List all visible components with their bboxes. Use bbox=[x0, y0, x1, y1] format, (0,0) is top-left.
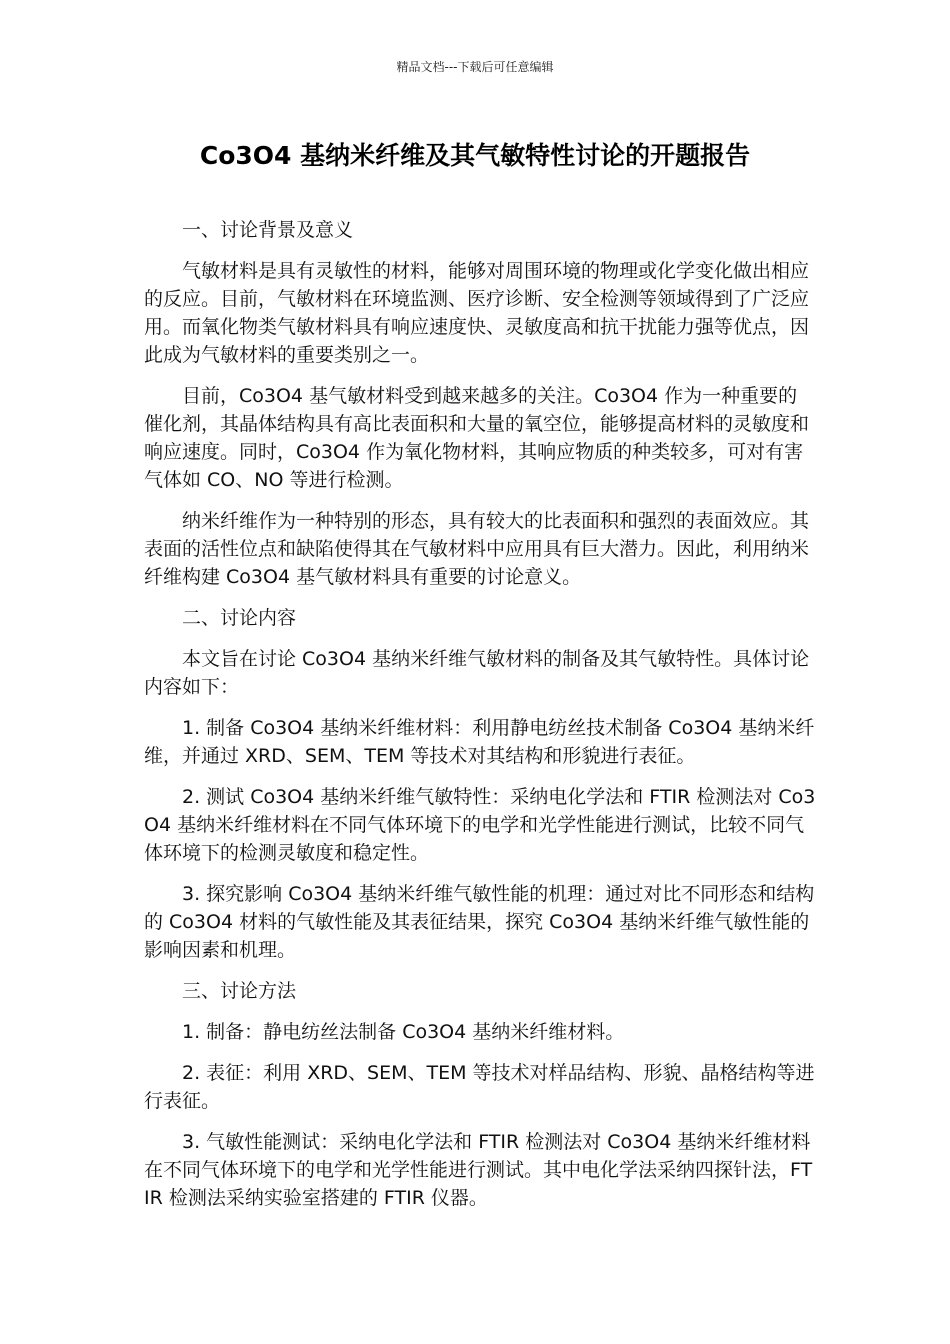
list-item: 2. 表征：利用 XRD、SEM、TEM 等技术对样品结构、形貌、晶格结构等进行表征。 bbox=[144, 1062, 815, 1112]
list-item: 1. 制备：静电纺丝法制备 Co3O4 基纳米纤维材料。 bbox=[182, 1021, 625, 1043]
list-item: 3. 气敏性能测试：采纳电化学法和 FTIR 检测法对 Co3O4 基纳米纤维材料在不同气体环境下的电学和光学性能进行测试。其中电化学法采纳四探针法，FTIR 检测法采纳实验室搭建的 FTIR 仪器。 bbox=[144, 1131, 813, 1209]
document-body bbox=[144, 216, 816, 1225]
section-heading-background: 一、讨论背景及意义 bbox=[182, 219, 354, 241]
header-note: 精品文档---下载后可任意编辑 bbox=[396, 60, 554, 74]
paragraph: 目前，Co3O4 基气敏材料受到越来越多的关注。Co3O4 作为一种重要的催化剂，其晶体结构具有高比表面积和大量的氧空位，能够提高材料的灵敏度和响应速度。同时，Co3O4 作为氧化物材料，其响应物质的种类较多，可对有害气体如 CO、NO 等进行检测。 bbox=[144, 385, 810, 491]
paragraph: 纳米纤维作为一种特别的形态，具有较大的比表面积和强烈的表面效应。其表面的活性位点和缺陷使得其在气敏材料中应用具有巨大潜力。因此，利用纳米纤维构建 Co3O4 基气敏材料具有重要的讨论意义。 bbox=[144, 510, 810, 588]
section-heading-methods: 三、讨论方法 bbox=[182, 980, 297, 1002]
paragraph: 本文旨在讨论 Co3O4 基纳米纤维气敏材料的制备及其气敏特性。具体讨论内容如下： bbox=[144, 648, 810, 698]
section-heading-content: 二、讨论内容 bbox=[182, 607, 297, 629]
list-item: 3. 探究影响 Co3O4 基纳米纤维气敏性能的机理：通过对比不同形态和结构的 Co3O4 材料的气敏性能及其表征结果，探究 Co3O4 基纳米纤维气敏性能的影响因素和机理。 bbox=[144, 883, 815, 961]
document-title: Co3O4 基纳米纤维及其气敏特性讨论的开题报告 bbox=[199, 141, 751, 170]
list-item: 1. 制备 Co3O4 基纳米纤维材料：利用静电纺丝技术制备 Co3O4 基纳米纤维，并通过 XRD、SEM、TEM 等技术对其结构和形貌进行表征。 bbox=[144, 717, 815, 767]
paragraph: 气敏材料是具有灵敏性的材料，能够对周围环境的物理或化学变化做出相应的反应。目前，气敏材料在环境监测、医疗诊断、安全检测等领域得到了广泛应用。而氧化物类气敏材料具有响应速度快、灵敏度高和抗干扰能力强等优点，因此成为气敏材料的重要类别之一。 bbox=[144, 260, 810, 366]
list-item: 2. 测试 Co3O4 基纳米纤维气敏特性：采纳电化学法和 FTIR 检测法对 Co3O4 基纳米纤维材料在不同气体环境下的电学和光学性能进行测试，比较不同气体环境下的检测灵敏度和稳定性。 bbox=[144, 786, 816, 864]
